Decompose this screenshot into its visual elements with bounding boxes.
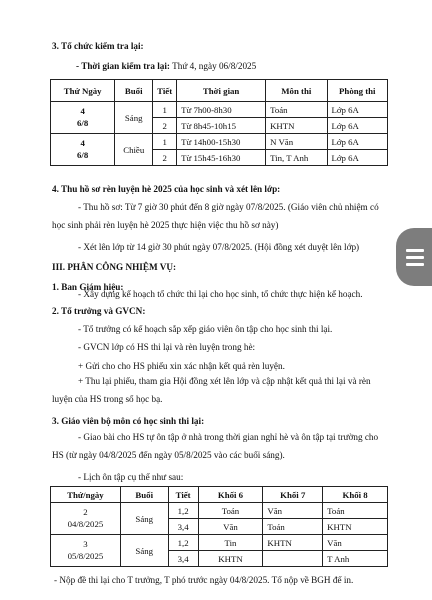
exam-time-label: - Thời gian kiểm tra lại:	[76, 61, 170, 71]
part-3-heading: III. PHÂN CÔNG NHIỆM VỤ:	[52, 262, 177, 272]
review-header-cell: Khối 6	[198, 487, 263, 503]
room-cell: Lớp 6A	[327, 134, 387, 150]
scroll-handle[interactable]	[396, 228, 432, 286]
review-header-cell: Thứ/ngày	[51, 487, 121, 503]
collect-records-paragraph: - Thu hồ sơ: Từ 7 giờ 30 phút đến 8 giờ ngày 07/8/2025. (Giáo viên chủ nhiệm có học sinh phải rèn luyện hè 2025 thực hiện việc thu hồ sơ này)	[52, 202, 379, 230]
exam-header-cell: Môn thi	[266, 80, 327, 102]
table-row	[51, 102, 388, 118]
subject-cell: Tin, T Anh	[266, 150, 327, 166]
period-cell: 2	[153, 118, 177, 134]
grade-6-cell: KHTN	[198, 551, 263, 567]
team-leader-p1: - Tổ trưởng có kế hoạch sắp xếp giáo viên ôn tập cho học sinh thi lại.	[78, 324, 333, 334]
exam-header-cell: Phòng thi	[327, 80, 387, 102]
section-3-heading: 3. Tổ chức kiểm tra lại:	[52, 41, 144, 51]
review-table-header-row	[51, 487, 388, 503]
team-leader-p4: + Thu lại phiếu, tham gia Hội đồng xét lên lớp và cập nhật kết quả thi lại và rèn luyện của HS trong sổ học bạ.	[52, 376, 371, 404]
exam-time-line	[76, 61, 256, 72]
exam-header-cell: Buổi	[115, 80, 153, 102]
table-row	[51, 535, 388, 551]
subject-cell: KHTN	[266, 118, 327, 134]
period-cell: 3,4	[168, 519, 198, 535]
subject-cell: Toán	[266, 102, 327, 118]
grade-8-cell: Toán	[323, 503, 388, 519]
grade-7-cell	[263, 551, 323, 567]
table-row	[51, 134, 388, 150]
grade-8-cell: Văn	[323, 535, 388, 551]
period-cell: 1	[153, 134, 177, 150]
exam-session-cell: Chiều	[115, 134, 153, 166]
exam-day-cell: 4 6/8	[51, 134, 115, 166]
footer-note: - Nộp đề thi lại cho T trưởng, T phó trước ngày 04/8/2025. Tổ nộp về BGH để in.	[54, 575, 354, 585]
exam-session-cell: Sáng	[115, 102, 153, 134]
teacher-p2: - Lịch ôn tập cụ thể như sau:	[78, 472, 184, 482]
exam-schedule-table	[50, 79, 388, 166]
period-cell: 3,4	[168, 551, 198, 567]
grade-8-cell: T Anh	[323, 551, 388, 567]
time-cell: Từ 14h00-15h30	[177, 134, 266, 150]
period-cell: 1,2	[168, 503, 198, 519]
review-schedule-table	[50, 486, 388, 567]
grade-7-cell: Văn	[263, 503, 323, 519]
exam-day-cell: 4 6/8	[51, 102, 115, 134]
room-cell: Lớp 6A	[327, 118, 387, 134]
exam-table-header-row	[51, 80, 388, 102]
grade-6-cell: Toán	[198, 503, 263, 519]
exam-header-cell: Thời gian	[177, 80, 266, 102]
review-session-cell: Sáng	[120, 535, 168, 567]
room-cell: Lớp 6A	[327, 150, 387, 166]
board-paragraph: - Xây dựng kế hoạch tổ chức thi lại cho học sinh, tổ chức thực hiện kế hoạch.	[78, 289, 363, 299]
room-cell: Lớp 6A	[327, 102, 387, 118]
grade-7-cell: Toán	[263, 519, 323, 535]
exam-time-value: Thứ 4, ngày 06/8/2025	[172, 61, 257, 71]
review-day-cell: 2 04/8/2025	[51, 503, 121, 535]
table-row	[51, 503, 388, 519]
grade-7-cell: KHTN	[263, 535, 323, 551]
review-session-cell: Sáng	[120, 503, 168, 535]
time-cell: Từ 7h00-8h30	[177, 102, 266, 118]
team-leader-p3: + Gửi cho cho HS phiếu xin xác nhận kết quả rèn luyện.	[78, 361, 285, 371]
grade-6-cell: Tin	[198, 535, 263, 551]
section-4-heading: 4. Thu hồ sơ rèn luyện hè 2025 của học sinh và xét lên lớp:	[52, 184, 281, 194]
teacher-p1: - Giao bài cho HS tự ôn tập ở nhà trong thời gian nghỉ hè và ôn tập tại trường cho HS (từ ngày 04/8/2025 đến ngày 05/8/2025 vào các buổi sáng).	[52, 432, 379, 460]
period-cell: 1	[153, 102, 177, 118]
period-cell: 1,2	[168, 535, 198, 551]
grade-6-cell: Văn	[198, 519, 263, 535]
review-header-cell: Tiết	[168, 487, 198, 503]
exam-header-cell: Tiết	[153, 80, 177, 102]
team-leader-p2: - GVCN lớp có HS thi lại và rèn luyện trong hè:	[78, 342, 256, 352]
subject-cell: N Văn	[266, 134, 327, 150]
teacher-heading: 3. Giáo viên bộ môn có học sinh thi lại:	[52, 416, 205, 426]
time-cell: Từ 15h45-16h30	[177, 150, 266, 166]
board-heading: 1. Ban Giám hiệu:	[52, 282, 124, 292]
review-header-cell: Buổi	[120, 487, 168, 503]
review-day-cell: 3 05/8/2025	[51, 535, 121, 567]
review-header-cell: Khối 8	[323, 487, 388, 503]
promotion-review-paragraph: - Xét lên lớp từ 14 giờ 30 phút ngày 07/8/2025. (Hội đồng xét duyệt lên lớp)	[78, 242, 360, 252]
grade-8-cell: KHTN	[323, 519, 388, 535]
review-header-cell: Khối 7	[263, 487, 323, 503]
team-leader-heading: 2. Tổ trưởng và GVCN:	[52, 306, 146, 316]
time-cell: Từ 8h45-10h15	[177, 118, 266, 134]
exam-header-cell: Thứ Ngày	[51, 80, 115, 102]
period-cell: 2	[153, 150, 177, 166]
